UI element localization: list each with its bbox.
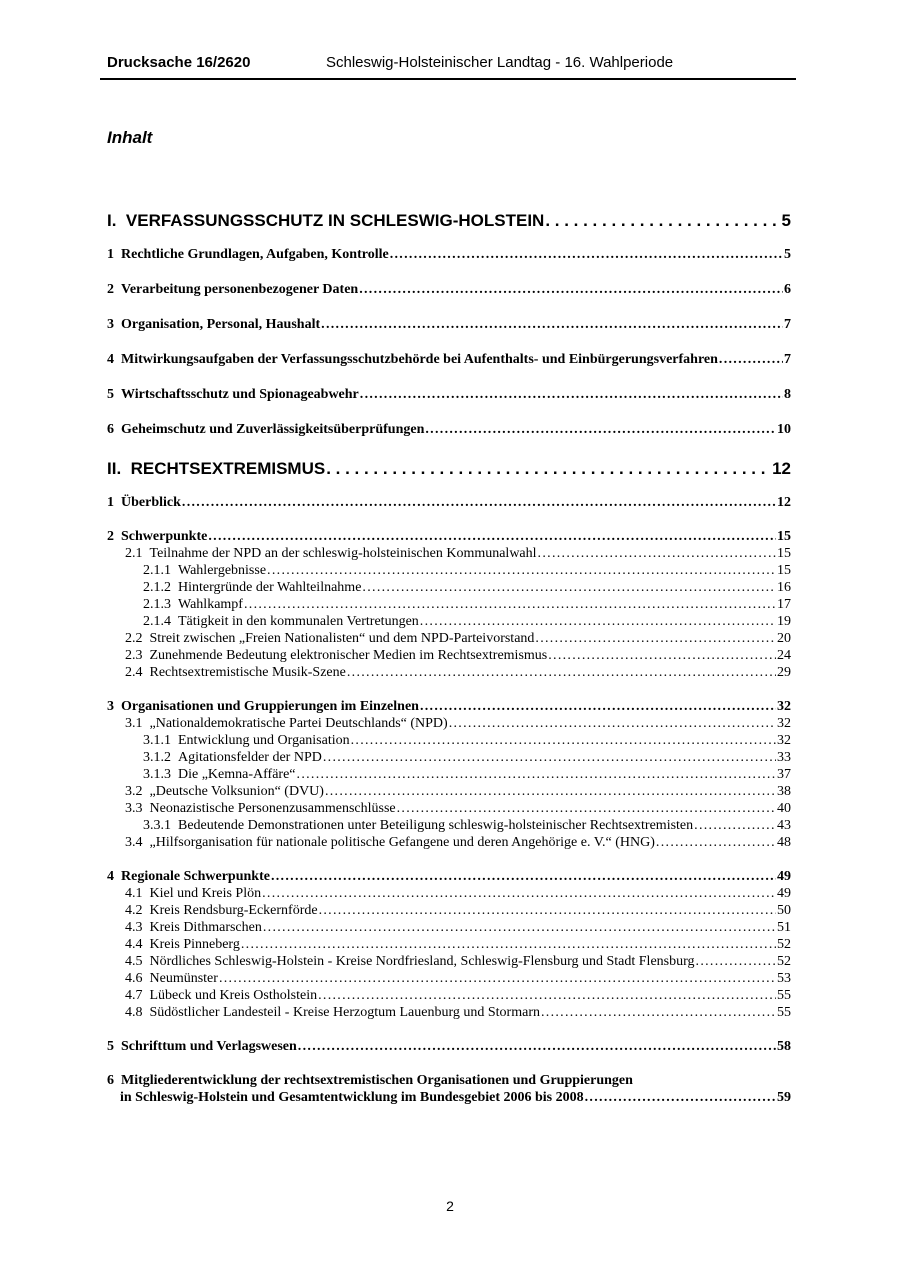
leader-dots: [694, 817, 776, 834]
page-ref: 38: [777, 784, 791, 799]
section-number: 4.7: [125, 988, 143, 1003]
subsection-number: 2.1.2: [143, 580, 171, 595]
section-label: „Nationaldemokratische Partei Deutschlands“ (NPD): [149, 716, 448, 731]
table-of-contents: [107, 210, 791, 1106]
subsection-label: Wahlergebnisse: [178, 563, 267, 578]
section-label: Kreis Dithmarschen: [149, 920, 262, 935]
page-ref: 32: [777, 699, 791, 714]
leader-dots: [347, 664, 776, 681]
section-number: 3.1: [125, 716, 143, 731]
section-label: Rechtsextremistische Musik-Szene: [149, 665, 346, 680]
subsection-number: 3.1.2: [143, 750, 171, 765]
chapter-label: Schrifttum und Verlagswesen: [121, 1039, 297, 1054]
leader-dots: [397, 800, 776, 817]
chapter-number: 5: [107, 387, 114, 402]
leader-dots: [208, 528, 776, 545]
section-label: Kiel und Kreis Plön: [149, 886, 262, 901]
leader-dots: [298, 1038, 776, 1055]
chapter-number: 3: [107, 317, 114, 332]
toc-section[interactable]: [107, 664, 791, 681]
chapter-label: Geheimschutz und Zuverlässigkeitsüberprüfungen: [121, 422, 425, 437]
toc-heading: Inhalt: [107, 128, 153, 147]
page-ref: 19: [777, 614, 791, 629]
leader-dots: [390, 246, 783, 263]
section-label: Kreis Rendsburg-Eckernförde: [149, 903, 318, 918]
subsection-label: Agitationsfelder der NPD: [178, 750, 322, 765]
toc-section[interactable]: [107, 1004, 791, 1021]
part-label: VERFASSUNGSSCHUTZ IN SCHLESWIG-HOLSTEIN: [125, 211, 545, 230]
subsection-label: Entwicklung und Organisation: [178, 733, 350, 748]
toc-chapter-continuation[interactable]: [107, 1089, 791, 1106]
chapter-number: 3: [107, 699, 114, 714]
toc-section[interactable]: [107, 970, 791, 987]
section-number: 4.3: [125, 920, 143, 935]
section-label: Nördliches Schleswig-Holstein - Kreise Nordfriesland, Schleswig-Flensburg und Stadt Flensburg: [149, 954, 695, 969]
section-number: 3.4: [125, 835, 143, 850]
page-ref: 52: [777, 937, 791, 952]
toc-section[interactable]: [107, 919, 791, 936]
page-ref: 37: [777, 767, 791, 782]
section-number: 4.8: [125, 1005, 143, 1020]
page-ref: 8: [784, 387, 791, 402]
page-ref: 55: [777, 1005, 791, 1020]
part-label: RECHTSEXTREMISMUS: [130, 459, 326, 478]
leader-dots: [719, 351, 783, 368]
page-ref: 49: [777, 886, 791, 901]
page-ref: 7: [784, 352, 791, 367]
chapter-label: Mitwirkungsaufgaben der Verfassungsschutzbehörde bei Aufenthalts- und Einbürgerungsverfahren: [121, 352, 718, 367]
toc-part[interactable]: [107, 210, 791, 232]
section-number: 4.2: [125, 903, 143, 918]
leader-dots: [241, 936, 776, 953]
toc-section[interactable]: [107, 800, 791, 817]
page-ref: 12: [777, 495, 791, 510]
chapter-label: Mitgliederentwicklung der rechtsextremistischen Organisationen und Gruppierungen: [121, 1073, 633, 1088]
chapter-number: 5: [107, 1039, 114, 1054]
page-ref: 10: [777, 422, 791, 437]
page-ref: 6: [784, 282, 791, 297]
leader-dots: [244, 596, 776, 613]
toc-subsection[interactable]: [107, 579, 791, 596]
section-label: Teilnahme der NPD an der schleswig-holsteinischen Kommunalwahl: [149, 546, 537, 561]
page-ref: 20: [777, 631, 791, 646]
page-ref: 58: [777, 1039, 791, 1054]
toc-chapter[interactable]: [107, 281, 791, 298]
subsection-label: Hintergründe der Wahlteilnahme: [178, 580, 362, 595]
toc-chapter[interactable]: [107, 421, 791, 438]
chapter-label: Organisation, Personal, Haushalt: [121, 317, 321, 332]
page-ref: 17: [777, 597, 791, 612]
subsection-label: Bedeutende Demonstrationen unter Beteiligung schleswig-holsteinischer Rechtsextremisten: [178, 818, 694, 833]
toc-section[interactable]: [107, 715, 791, 732]
page-ref: 7: [784, 317, 791, 332]
toc-section[interactable]: [107, 902, 791, 919]
toc-chapter[interactable]: [107, 868, 791, 885]
toc-section[interactable]: [107, 936, 791, 953]
subsection-number: 3.1.3: [143, 767, 171, 782]
page-ref: 53: [777, 971, 791, 986]
leader-dots: [420, 698, 776, 715]
leader-dots: [263, 919, 776, 936]
section-number: 3.2: [125, 784, 143, 799]
page-ref: 55: [777, 988, 791, 1003]
toc-part[interactable]: [107, 458, 791, 480]
leader-dots: [318, 987, 776, 1004]
chapter-label: Regionale Schwerpunkte: [121, 869, 270, 884]
section-label: „Deutsche Volksunion“ (DVU): [149, 784, 324, 799]
chapter-label-continuation: in Schleswig-Holstein und Gesamtentwicklung im Bundesgebiet 2006 bis 2008: [120, 1090, 584, 1105]
toc-section[interactable]: [107, 834, 791, 851]
leader-dots: [321, 316, 783, 333]
document-title: Schleswig-Holsteinischer Landtag - 16. Wahlperiode: [326, 54, 674, 71]
page-ref: 5: [784, 247, 791, 262]
section-label: Lübeck und Kreis Ostholstein: [149, 988, 318, 1003]
page-ref: 12: [772, 459, 791, 478]
leader-dots: [271, 868, 776, 885]
subsection-number: 2.1.4: [143, 614, 171, 629]
leader-dots: [449, 715, 776, 732]
leader-dots: [319, 902, 776, 919]
section-number: 2.3: [125, 648, 143, 663]
leader-dots: [585, 1089, 776, 1106]
page-ref: 32: [777, 733, 791, 748]
toc-chapter[interactable]: [107, 698, 791, 715]
chapter-number: 4: [107, 352, 114, 367]
section-label: Streit zwischen „Freien Nationalisten“ und dem NPD-Parteivorstand: [149, 631, 535, 646]
chapter-label: Schwerpunkte: [121, 529, 208, 544]
toc-subsection[interactable]: [107, 596, 791, 613]
leader-dots: [548, 647, 776, 664]
leader-dots: [323, 749, 776, 766]
section-number: 2.2: [125, 631, 143, 646]
page-ref: 32: [777, 716, 791, 731]
chapter-number: 2: [107, 529, 114, 544]
subsection-label: Die „Kemna-Affäre“: [178, 767, 296, 782]
subsection-number: 3.1.1: [143, 733, 171, 748]
leader-dots: [420, 613, 776, 630]
subsection-label: Wahlkampf: [178, 597, 243, 612]
document-number: Drucksache 16/2620: [107, 54, 251, 71]
toc-chapter[interactable]: [107, 351, 791, 368]
chapter-label: Überblick: [121, 495, 181, 510]
page-ref: 49: [777, 869, 791, 884]
page-ref: 52: [777, 954, 791, 969]
section-label: Zunehmende Bedeutung elektronischer Medien im Rechtsextremismus: [149, 648, 548, 663]
leader-dots: [696, 953, 776, 970]
chapter-label: Rechtliche Grundlagen, Aufgaben, Kontrolle: [121, 247, 389, 262]
section-label: Neumünster: [149, 971, 218, 986]
leader-dots: [267, 562, 776, 579]
toc-section[interactable]: [107, 987, 791, 1004]
toc-chapter[interactable]: [107, 386, 791, 403]
toc-chapter[interactable]: [107, 316, 791, 333]
chapter-number: 6: [107, 422, 114, 437]
page-ref: 16: [777, 580, 791, 595]
section-number: 2.4: [125, 665, 143, 680]
page-ref: 48: [777, 835, 791, 850]
leader-dots: [362, 579, 776, 596]
chapter-label: Organisationen und Gruppierungen im Einzelnen: [121, 699, 419, 714]
leader-dots: [326, 458, 771, 480]
section-number: 4.4: [125, 937, 143, 952]
section-label: Südöstlicher Landesteil - Kreise Herzogtum Lauenburg und Stormarn: [149, 1005, 540, 1020]
section-label: Kreis Pinneberg: [149, 937, 240, 952]
toc-section[interactable]: [107, 647, 791, 664]
chapter-number: 6: [107, 1073, 114, 1088]
section-number: 3.3: [125, 801, 143, 816]
toc-subsection[interactable]: [107, 732, 791, 749]
part-number: II.: [107, 459, 122, 478]
leader-dots: [541, 1004, 776, 1021]
toc-chapter[interactable]: [107, 494, 791, 511]
page-ref: 40: [777, 801, 791, 816]
section-number: 4.5: [125, 954, 143, 969]
chapter-number: 2: [107, 282, 114, 297]
leader-dots: [359, 281, 783, 298]
page-ref: 33: [777, 750, 791, 765]
toc-subsection[interactable]: [107, 613, 791, 630]
section-number: 2.1: [125, 546, 143, 561]
subsection-number: 2.1.3: [143, 597, 171, 612]
leader-dots: [351, 732, 776, 749]
toc-chapter[interactable]: [107, 528, 791, 545]
leader-dots: [219, 970, 776, 987]
section-label: Neonazistische Personenzusammenschlüsse: [149, 801, 396, 816]
page-ref: 5: [781, 211, 791, 230]
leader-dots: [182, 494, 776, 511]
toc-chapter[interactable]: [107, 246, 791, 263]
page-ref: 50: [777, 903, 791, 918]
page-ref: 59: [777, 1090, 791, 1105]
toc-section[interactable]: [107, 783, 791, 800]
chapter-number: 4: [107, 869, 114, 884]
leader-dots: [262, 885, 776, 902]
page-ref: 15: [777, 529, 791, 544]
subsection-label: Tätigkeit in den kommunalen Vertretungen: [178, 614, 419, 629]
part-number: I.: [107, 211, 117, 230]
section-number: 4.6: [125, 971, 143, 986]
toc-section[interactable]: [107, 545, 791, 562]
toc-section[interactable]: [107, 953, 791, 970]
section-number: 4.1: [125, 886, 143, 901]
page-ref: 43: [777, 818, 791, 833]
leader-dots: [425, 421, 776, 438]
toc-subsection[interactable]: [107, 562, 791, 579]
leader-dots: [538, 545, 776, 562]
page-ref: 15: [777, 546, 791, 561]
leader-dots: [325, 783, 776, 800]
chapter-label: Wirtschaftsschutz und Spionageabwehr: [121, 387, 359, 402]
leader-dots: [360, 386, 783, 403]
page-ref: 15: [777, 563, 791, 578]
toc-section[interactable]: [107, 885, 791, 902]
toc-chapter[interactable]: [107, 1072, 791, 1089]
toc-chapter[interactable]: [107, 1038, 791, 1055]
leader-dots: [535, 630, 776, 647]
toc-subsection[interactable]: [107, 749, 791, 766]
page-ref: 24: [777, 648, 791, 663]
toc-subsection[interactable]: [107, 817, 791, 834]
chapter-number: 1: [107, 247, 114, 262]
leader-dots: [545, 210, 780, 232]
toc-section[interactable]: [107, 630, 791, 647]
subsection-number: 3.3.1: [143, 818, 171, 833]
leader-dots: [297, 766, 776, 783]
page-ref: 51: [777, 920, 791, 935]
page-ref: 29: [777, 665, 791, 680]
subsection-number: 2.1.1: [143, 563, 171, 578]
page-header: [100, 52, 796, 80]
chapter-label: Verarbeitung personenbezogener Daten: [121, 282, 359, 297]
chapter-number: 1: [107, 495, 114, 510]
section-label: „Hilfsorganisation für nationale politische Gefangene und deren Angehörige e. V.“ (HNG): [149, 835, 655, 850]
leader-dots: [656, 834, 776, 851]
page-number: 2: [446, 1198, 454, 1214]
toc-subsection[interactable]: [107, 766, 791, 783]
